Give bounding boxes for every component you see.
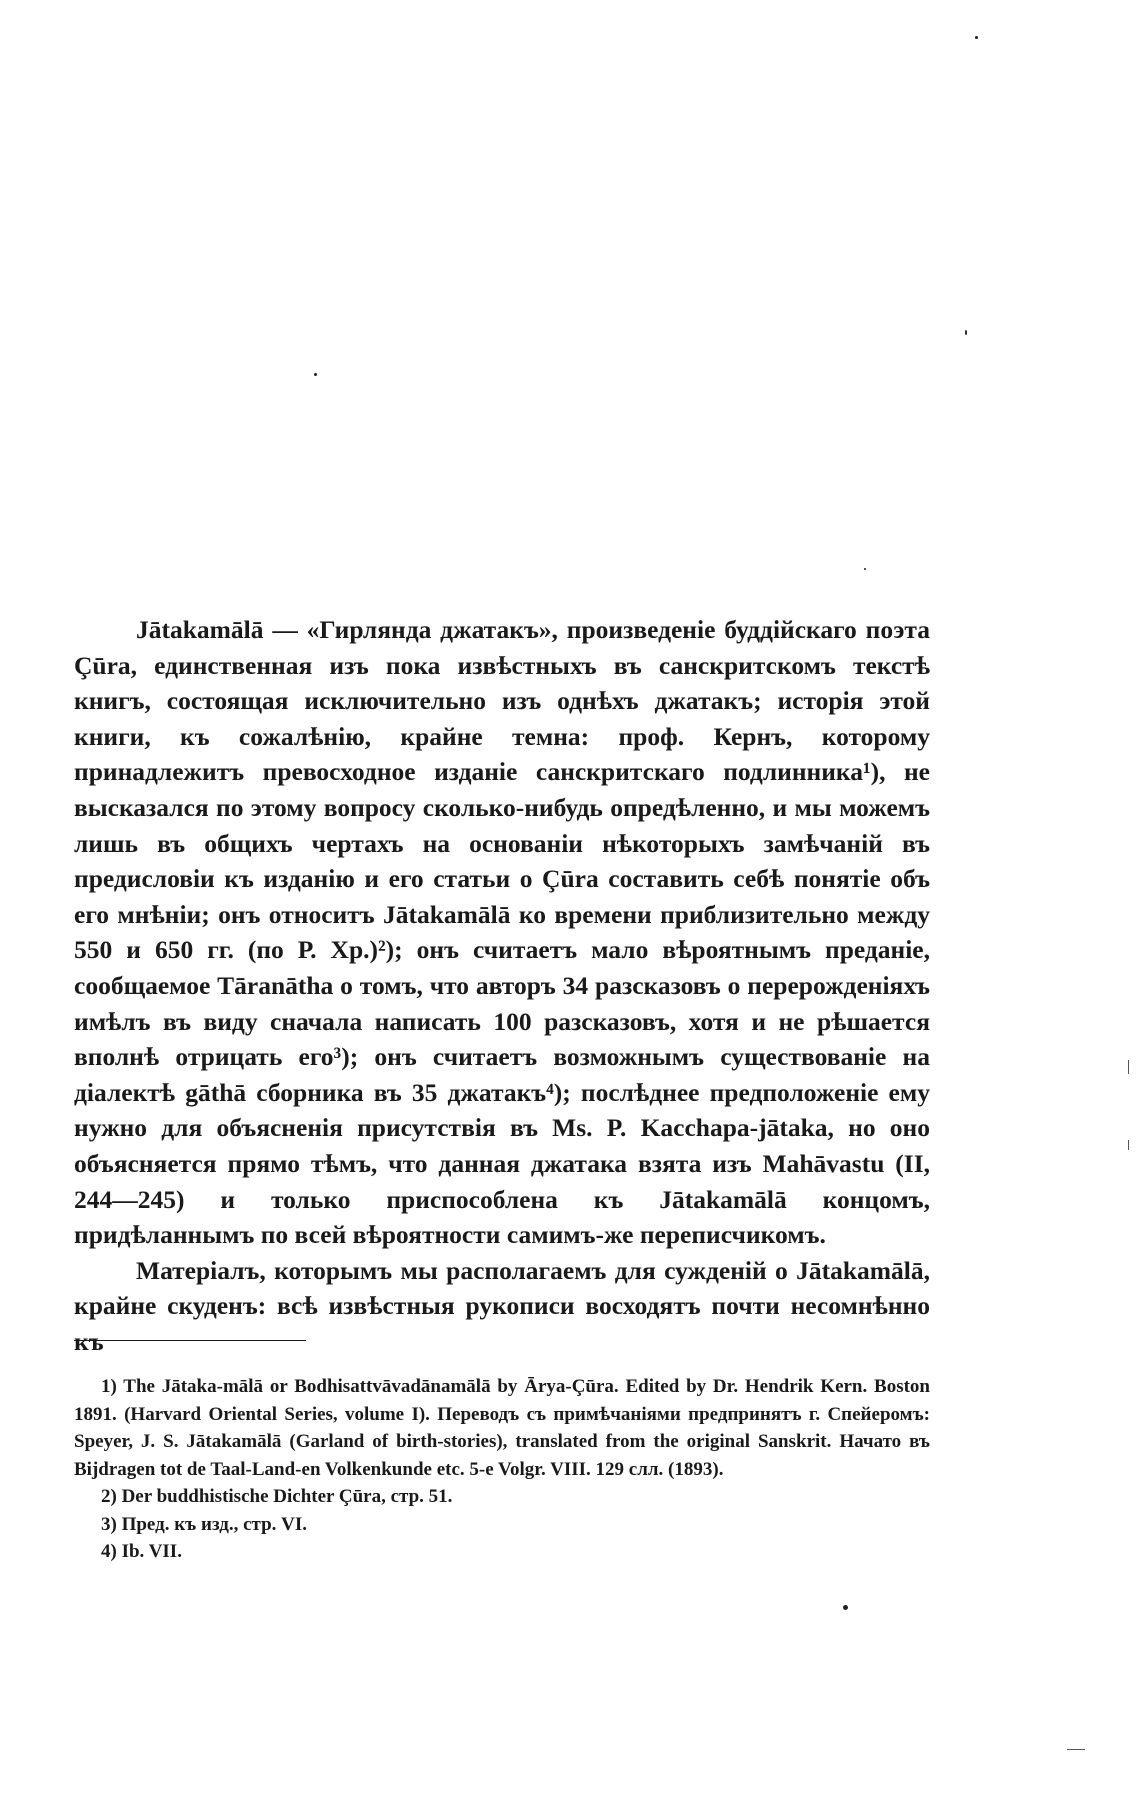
scan-speck [864, 568, 866, 570]
footnote-4: 4) Ib. VII. [101, 1541, 182, 1562]
paragraph-1: Jātakamālā — «Гирлянда джатакъ», произведеніе буддійскаго поэта Çūra, единственная изъ пока извѣстныхъ въ санскритскомъ текстѣ книгъ, состоящая исключительно изъ однѣхъ джатакъ; исторія этой книги, къ сожалѣнію, крайне темна: проф. Кернъ, которому принадлежитъ превосходное изданіе санскритскаго подлинника¹), не высказался по этому вопросу сколько-нибудь опредѣленно, и мы можемъ лишь въ общихъ чертахъ на основаніи нѣкоторыхъ замѣчаній въ предисловіи къ изданію и его статьи о Çūra составить себѣ понятіе объ его мнѣніи; онъ относитъ Jātakamālā ко времени приблизительно между 550 и 650 гг. (по Р. Хр.)²); онъ считаетъ мало вѣроятнымъ преданіе, сообщаемое Tāranātha о томъ, что авторъ 34 разсказовъ о перерожденіяхъ имѣлъ въ виду сначала написать 100 разсказовъ, хотя и не рѣшается вполнѣ отрицать его³); онъ считаетъ возможнымъ существованіе на діалектѣ gāthā сборника въ 35 джатакъ⁴); послѣднее предположеніе ему нужно для объясненія присутствія въ Ms. P. Kacchapa-jātaka, но оно объясняется прямо тѣмъ, что данная джатака взята изъ Mahāvastu (II, 244—245) и только приспособлена къ Jātakamālā концомъ, придѣланнымъ по всей вѣроятности самимъ-же переписчикомъ. [74, 615, 930, 1250]
footnote-1: 1) The Jātaka-mālā or Bodhisattvāvadānamālā by Ārya-Çūra. Edited by Dr. Hendrik Kern. Boston 1891. (Harvard Oriental Series, volume I). Переводъ съ примѣчаніями предпринятъ г. Спейеромъ: Speyer, J. S. Jātakamālā (Garland of birth-stories), translated from the original Sanskrit. Начато въ Bijdragen tot de Taal-Land-en Volkenkunde etc. 5-e Volgr. VIII. 129 слл. (1893). [74, 1376, 930, 1480]
footnotes [74, 1373, 930, 1566]
margin-mark [1067, 1749, 1085, 1750]
scan-speck [843, 1605, 848, 1610]
scan-speck [965, 330, 967, 335]
footnote-3: 3) Пред. къ изд., стр. VI. [101, 1513, 308, 1535]
margin-mark [1128, 1140, 1129, 1150]
margin-mark [1128, 1060, 1129, 1074]
scan-speck [314, 373, 317, 376]
main-text [74, 612, 930, 1359]
paragraph-2: Матеріалъ, которымъ мы располагаемъ для сужденій о Jātakamālā, крайне скуденъ: всѣ извѣстныя рукописи восходятъ почти несомнѣнно къ [74, 1255, 930, 1356]
footnote-2: 2) Der buddhistische Dichter Çūra, стр. 51. [101, 1486, 453, 1507]
footnote-separator [74, 1340, 306, 1341]
scan-speck [975, 36, 978, 39]
